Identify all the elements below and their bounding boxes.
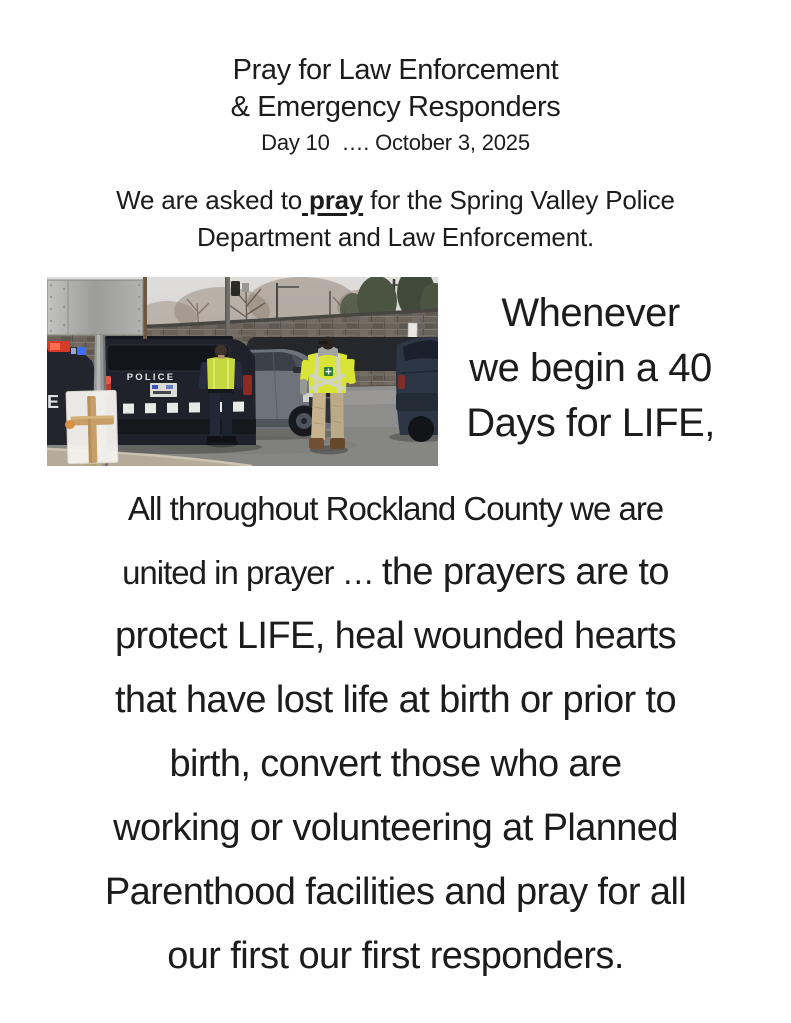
body-line bbox=[0, 736, 791, 800]
officer-vest bbox=[207, 357, 235, 391]
body-text: All throughout Rockland County we are bbox=[127, 490, 664, 527]
body-line bbox=[0, 864, 791, 928]
intro-emphasis: pray bbox=[302, 185, 364, 215]
svg-text:E: E bbox=[47, 392, 60, 412]
police-label: POLICE bbox=[126, 372, 176, 383]
body-text: protect LIFE, heal wounded hearts bbox=[114, 615, 677, 657]
photo-row bbox=[0, 277, 791, 466]
body-text: our first our first responders. bbox=[167, 935, 624, 977]
callout-line: Whenever bbox=[501, 291, 680, 335]
traffic-control-photo bbox=[47, 277, 438, 466]
callout bbox=[438, 277, 791, 466]
page-title-line-2: & Emergency Responders bbox=[230, 91, 561, 123]
body-line bbox=[0, 544, 791, 608]
intro-suffix: for the Spring Valley Police Department and Law Enforcement. bbox=[196, 185, 675, 252]
body-text: that have lost life at birth or prior to bbox=[114, 679, 677, 721]
intro-paragraph bbox=[51, 182, 741, 256]
cross-sign bbox=[64, 390, 118, 466]
page-title-line-1: Pray for Law Enforcement bbox=[232, 54, 559, 86]
body-text: birth, convert those who are bbox=[169, 743, 622, 785]
callout-line: we begin a 40 bbox=[469, 346, 712, 390]
body-paragraph bbox=[0, 480, 791, 992]
body-line bbox=[0, 480, 791, 544]
body-text: the prayers are to bbox=[381, 551, 669, 593]
body-line bbox=[0, 672, 791, 736]
traffic-signal bbox=[231, 281, 240, 296]
intro-prefix: We are asked to bbox=[116, 185, 302, 215]
body-text: working or volunteering at Planned bbox=[113, 807, 678, 849]
body-line bbox=[0, 800, 791, 864]
callout-line: Days for LIFE, bbox=[466, 401, 715, 445]
body-line bbox=[0, 608, 791, 672]
body-text: Parenthood facilities and pray for all bbox=[104, 871, 687, 913]
header bbox=[0, 0, 791, 160]
body-line bbox=[0, 928, 791, 992]
body-text: united in prayer … bbox=[122, 554, 382, 591]
date-line: Day 10 …. October 3, 2025 bbox=[261, 130, 530, 155]
